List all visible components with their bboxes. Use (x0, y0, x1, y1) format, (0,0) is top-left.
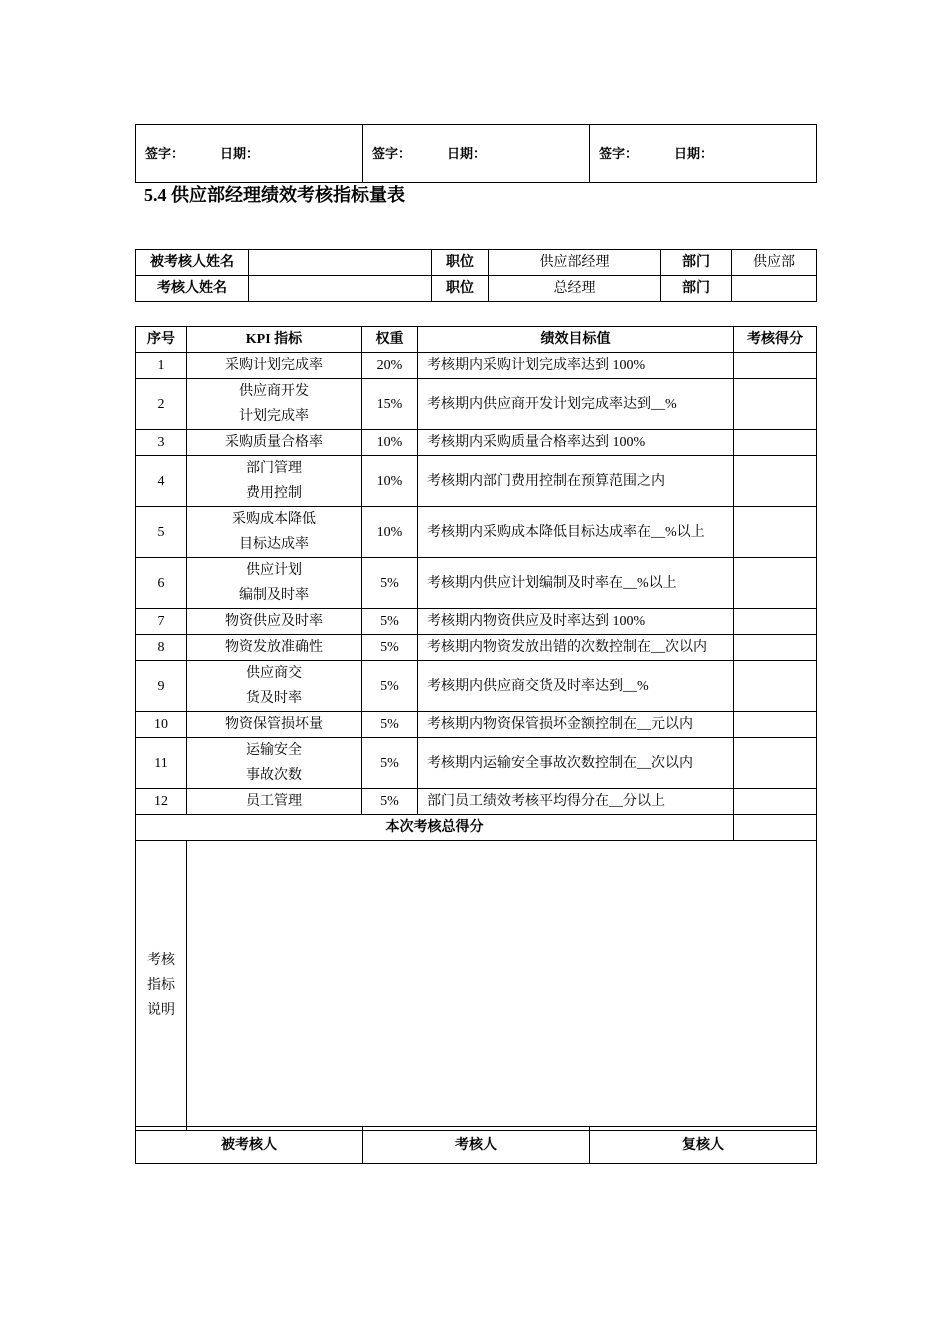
kpi-table (135, 326, 817, 1131)
kpi-score-cell[interactable] (734, 661, 817, 712)
assessee-row (136, 250, 817, 276)
kpi-name-line: 采购成本降低 (232, 512, 316, 527)
kpi-name (187, 738, 362, 789)
kpi-weight: 5% (362, 558, 418, 609)
department-label: 部门 (661, 276, 732, 302)
notes-label-line: 考核 (147, 953, 175, 968)
assessor-department-value[interactable] (732, 276, 817, 302)
kpi-target: 考核期内运输安全事故次数控制在__次以内 (418, 738, 734, 789)
kpi-weight: 10% (362, 507, 418, 558)
kpi-row (136, 379, 817, 430)
assessee-position-value[interactable]: 供应部经理 (489, 250, 661, 276)
total-score-cell[interactable] (734, 815, 817, 841)
kpi-weight: 5% (362, 789, 418, 815)
kpi-name (187, 430, 362, 456)
kpi-score-cell[interactable] (734, 609, 817, 635)
assessee-signoff[interactable]: 被考核人 (136, 1127, 363, 1164)
kpi-score-cell[interactable] (734, 456, 817, 507)
kpi-score-cell[interactable] (734, 789, 817, 815)
kpi-weight: 5% (362, 661, 418, 712)
kpi-target: 考核期内供应商交货及时率达到__% (418, 661, 734, 712)
kpi-score-cell[interactable] (734, 353, 817, 379)
kpi-name-line: 费用控制 (246, 486, 302, 501)
assessee-name-label: 被考核人姓名 (136, 250, 249, 276)
kpi-target: 考核期内采购计划完成率达到 100% (418, 353, 734, 379)
kpi-name-line: 计划完成率 (239, 409, 309, 424)
kpi-name (187, 353, 362, 379)
kpi-name-line: 采购计划完成率 (225, 358, 323, 373)
kpi-target: 考核期内采购成本降低目标达成率在__%以上 (418, 507, 734, 558)
kpi-name (187, 379, 362, 430)
notes-label (136, 841, 187, 1131)
kpi-row (136, 353, 817, 379)
header-score: 考核得分 (734, 327, 817, 353)
kpi-score-cell[interactable] (734, 738, 817, 789)
kpi-score-cell[interactable] (734, 635, 817, 661)
kpi-name (187, 456, 362, 507)
kpi-no: 7 (136, 609, 187, 635)
date-label: 日期： (447, 146, 487, 161)
signature-cell[interactable] (136, 125, 363, 183)
footer-row (136, 1127, 817, 1164)
kpi-row (136, 507, 817, 558)
kpi-name (187, 507, 362, 558)
kpi-row (136, 430, 817, 456)
kpi-body (136, 353, 817, 815)
kpi-row (136, 456, 817, 507)
kpi-target: 考核期内物资保管损坏金额控制在__元以内 (418, 712, 734, 738)
kpi-target: 部门员工绩效考核平均得分在__分以上 (418, 789, 734, 815)
kpi-no: 4 (136, 456, 187, 507)
assessor-position-value[interactable]: 总经理 (489, 276, 661, 302)
kpi-no: 11 (136, 738, 187, 789)
position-label: 职位 (432, 250, 489, 276)
kpi-weight: 10% (362, 456, 418, 507)
kpi-name-line: 物资供应及时率 (225, 614, 323, 629)
kpi-name-line: 目标达成率 (239, 537, 309, 552)
total-score-label: 本次考核总得分 (136, 815, 734, 841)
kpi-row (136, 738, 817, 789)
kpi-name (187, 789, 362, 815)
kpi-name-line: 物资保管损坏量 (225, 717, 323, 732)
header-target: 绩效目标值 (418, 327, 734, 353)
kpi-target: 考核期内供应商开发计划完成率达到__% (418, 379, 734, 430)
signature-cell[interactable] (363, 125, 590, 183)
assessee-name-field[interactable] (249, 250, 432, 276)
kpi-no: 9 (136, 661, 187, 712)
kpi-weight: 15% (362, 379, 418, 430)
kpi-no: 10 (136, 712, 187, 738)
header-weight: 权重 (362, 327, 418, 353)
assessor-name-field[interactable] (249, 276, 432, 302)
kpi-name (187, 635, 362, 661)
kpi-row (136, 635, 817, 661)
kpi-score-cell[interactable] (734, 712, 817, 738)
kpi-name-line: 采购质量合格率 (225, 435, 323, 450)
kpi-no: 6 (136, 558, 187, 609)
kpi-name-line: 供应计划 (246, 563, 302, 578)
notes-label-line: 说明 (147, 1003, 175, 1018)
footer-table (135, 1126, 817, 1164)
kpi-score-cell[interactable] (734, 430, 817, 456)
kpi-name-line: 供应商开发 (239, 384, 309, 399)
header-no: 序号 (136, 327, 187, 353)
date-label: 日期： (674, 146, 714, 161)
notes-label-line: 指标 (147, 978, 175, 993)
position-label: 职位 (432, 276, 489, 302)
page-title: 5.4 供应部经理绩效考核指标量表 (144, 185, 405, 205)
kpi-row (136, 712, 817, 738)
kpi-weight: 5% (362, 712, 418, 738)
kpi-no: 8 (136, 635, 187, 661)
kpi-no: 2 (136, 379, 187, 430)
kpi-name-line: 运输安全 (246, 743, 302, 758)
kpi-name-line: 编制及时率 (239, 588, 309, 603)
kpi-name-line: 供应商交 (246, 666, 302, 681)
header-kpi: KPI 指标 (187, 327, 362, 353)
kpi-weight: 20% (362, 353, 418, 379)
notes-row (136, 841, 817, 1131)
kpi-name (187, 609, 362, 635)
kpi-row (136, 558, 817, 609)
signature-row (136, 125, 817, 183)
kpi-no: 5 (136, 507, 187, 558)
kpi-name (187, 712, 362, 738)
kpi-name (187, 558, 362, 609)
kpi-no: 12 (136, 789, 187, 815)
kpi-name (187, 661, 362, 712)
kpi-row (136, 789, 817, 815)
kpi-score-cell[interactable] (734, 558, 817, 609)
kpi-name-line: 事故次数 (246, 768, 302, 783)
kpi-name-line: 部门管理 (246, 461, 302, 476)
kpi-target: 考核期内采购质量合格率达到 100% (418, 430, 734, 456)
kpi-row (136, 609, 817, 635)
assessor-row (136, 276, 817, 302)
sign-label: 签字： (372, 146, 412, 161)
department-label: 部门 (661, 250, 732, 276)
reviewer-signoff[interactable]: 复核人 (590, 1127, 817, 1164)
assessee-department-value[interactable]: 供应部 (732, 250, 817, 276)
kpi-score-cell[interactable] (734, 379, 817, 430)
kpi-target: 考核期内部门费用控制在预算范围之内 (418, 456, 734, 507)
signature-table (135, 124, 817, 183)
assessor-name-label: 考核人姓名 (136, 276, 249, 302)
kpi-row (136, 661, 817, 712)
person-info-table (135, 249, 817, 302)
kpi-target: 考核期内物资供应及时率达到 100% (418, 609, 734, 635)
kpi-name-line: 员工管理 (246, 794, 302, 809)
sign-label: 签字： (145, 146, 185, 161)
kpi-no: 1 (136, 353, 187, 379)
kpi-weight: 5% (362, 738, 418, 789)
kpi-score-cell[interactable] (734, 507, 817, 558)
kpi-target: 考核期内供应计划编制及时率在__%以上 (418, 558, 734, 609)
assessor-signoff[interactable]: 考核人 (363, 1127, 590, 1164)
kpi-weight: 5% (362, 635, 418, 661)
notes-content-cell[interactable] (187, 841, 817, 1131)
kpi-weight: 5% (362, 609, 418, 635)
signature-cell[interactable] (590, 125, 817, 183)
kpi-name-line: 货及时率 (246, 691, 302, 706)
kpi-no: 3 (136, 430, 187, 456)
kpi-header-row (136, 327, 817, 353)
kpi-name-line: 物资发放准确性 (225, 640, 323, 655)
kpi-target: 考核期内物资发放出错的次数控制在__次以内 (418, 635, 734, 661)
total-row (136, 815, 817, 841)
kpi-weight: 10% (362, 430, 418, 456)
date-label: 日期： (220, 146, 260, 161)
sign-label: 签字： (599, 146, 639, 161)
